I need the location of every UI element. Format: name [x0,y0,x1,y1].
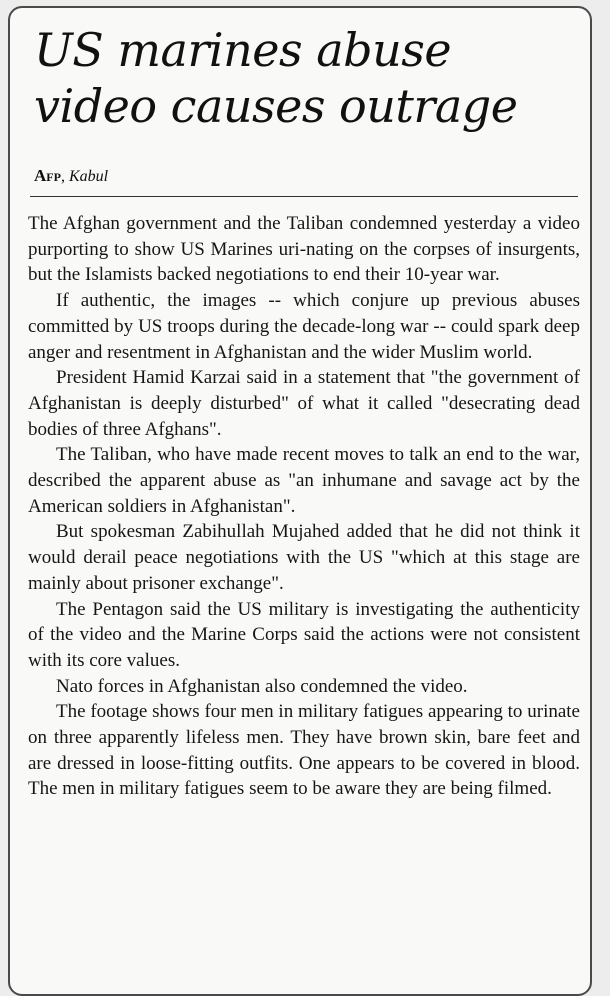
byline-separator: , [60,168,65,185]
paragraph-1: The Afghan government and the Taliban condemned yesterday a video purporting to show US Marines uri-nating on the corpses of insurgents, but the Islamists backed negotiations to end their 10-year war. [28,213,580,286]
headline [34,22,582,134]
headline-line-2: video causes outrage [34,79,518,133]
paragraph-3: President Hamid Karzai said in a statement that "the government of Afghanistan is deeply disturbed" of what it called "desecrating dead bodies of three Afghans". [28,367,580,440]
paragraph-6: The Pentagon said the US military is investigating the authenticity of the video and the Marine Corps said the actions were not consistent with its core values. [28,598,580,671]
paragraph-5: But spokesman Zabihullah Mujahed added that he did not think it would derail peace negotiations with the US "which at this stage are mainly about prisoner exchange". [28,521,580,594]
news-clipping [8,6,592,996]
byline [34,166,108,186]
paragraph-7: Nato forces in Afghanistan also condemned the video. [56,675,468,697]
paragraph-2: If authentic, the images -- which conjure up previous abuses committed by US troops during the decade-long war -- could spark deep anger and resentment in Afghanistan and the wider Muslim world. [28,290,580,363]
byline-divider [30,196,578,197]
paragraph-4: The Taliban, who have made recent moves to talk an end to the war, described the apparent abuse as "an inhumane and savage act by the American soldiers in Afghanistan". [28,444,580,517]
byline-agency: Afp [34,166,61,185]
byline-location: Kabul [68,168,109,185]
article-body [28,211,580,802]
paragraph-8: The footage shows four men in military fatigues appearing to urinate on three apparently lifeless men. They have brown skin, bare feet and are dressed in loose-fitting outfits. One appears to be covered in blood. The men in military fatigues seem to be aware they are being filmed. [28,701,580,800]
headline-line-1: US marines abuse [34,23,452,77]
